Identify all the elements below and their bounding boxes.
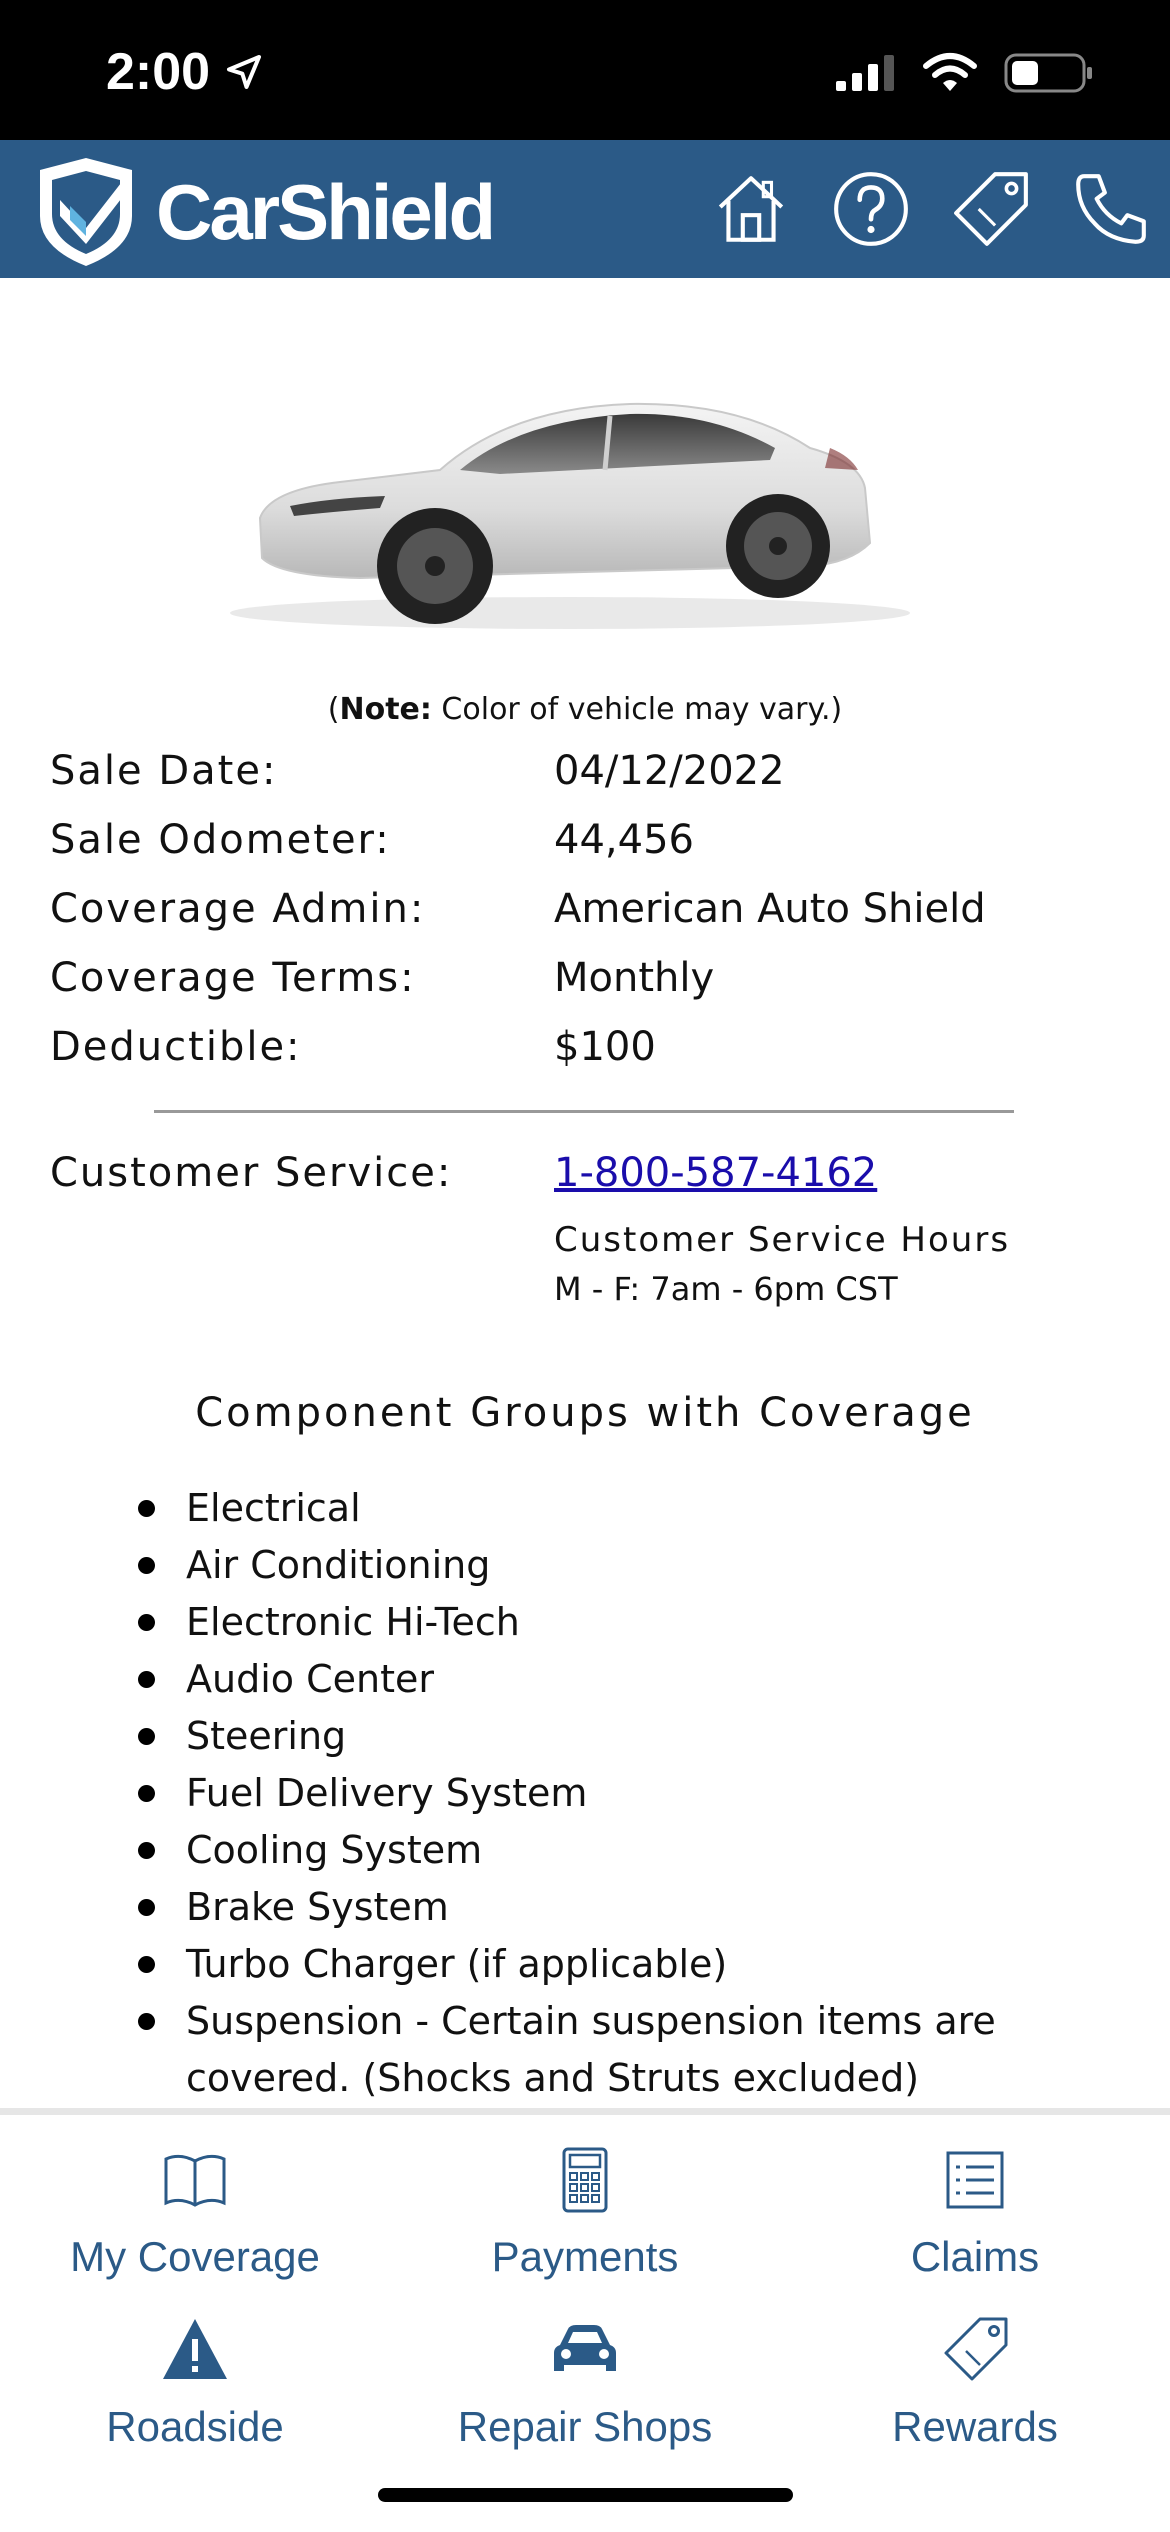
tag-icon (940, 2315, 1010, 2385)
status-bar (0, 0, 1170, 140)
detail-label: Deductible: (50, 1024, 302, 1070)
nav-label: Repair Shops (457, 2403, 713, 2450)
vehicle-image (210, 378, 920, 638)
vehicle-color-note (0, 692, 1170, 727)
list-item: Audio Center (186, 1651, 1046, 1708)
app-header (0, 140, 1170, 278)
shield-logo-icon (30, 156, 142, 268)
list-item: Turbo Charger (if applicable) (186, 1936, 1046, 1993)
list-item: Air Conditioning (186, 1537, 1046, 1594)
nav-label: Roadside (106, 2403, 284, 2450)
component-groups-list (186, 1480, 1046, 2107)
home-indicator[interactable] (378, 2488, 793, 2502)
section-divider (154, 1110, 1014, 1113)
detail-label: Coverage Admin: (50, 886, 426, 932)
detail-value: 04/12/2022 (554, 748, 785, 794)
note-bold: Note: (339, 692, 432, 727)
list-item: Cooling System (186, 1822, 1046, 1879)
wifi-icon (922, 52, 978, 94)
list-item: Fuel Delivery System (186, 1765, 1046, 1822)
status-time: 2:00 (106, 43, 211, 101)
list-icon (940, 2145, 1010, 2215)
status-indicators (834, 52, 1094, 94)
list-item: Electrical (186, 1480, 1046, 1537)
customer-service-hours: M - F: 7am - 6pm CST (554, 1270, 898, 1308)
rewards-tag-icon[interactable] (950, 168, 1032, 250)
car-icon (550, 2315, 620, 2385)
detail-label: Coverage Terms: (50, 955, 416, 1001)
nav-my-coverage[interactable] (0, 2145, 390, 2281)
status-time-group (106, 42, 264, 102)
nav-label: Rewards (892, 2403, 1058, 2450)
header-actions (710, 168, 1152, 250)
carshield-logo[interactable] (30, 156, 493, 268)
phone-icon[interactable] (1070, 168, 1152, 250)
detail-label: Sale Odometer: (50, 817, 391, 863)
nav-label: Claims (910, 2233, 1040, 2280)
list-item: Electronic Hi-Tech (186, 1594, 1046, 1651)
customer-service-phone-link[interactable]: 1-800-587-4162 (554, 1150, 878, 1196)
location-arrow-icon (224, 52, 264, 92)
customer-service-label: Customer Service: (50, 1150, 453, 1196)
bottom-navigation (0, 2108, 1170, 2532)
detail-value: American Auto Shield (554, 886, 986, 932)
warning-icon (160, 2315, 230, 2385)
nav-repair-shops[interactable] (390, 2315, 780, 2451)
list-item: Suspension - Certain suspension items are covered. (Shocks and Struts excluded) (186, 1993, 1046, 2107)
nav-label: Payments (491, 2233, 679, 2280)
nav-rewards[interactable] (780, 2315, 1170, 2451)
book-icon (160, 2145, 230, 2215)
cellular-signal-icon (834, 53, 896, 93)
note-text: Color of vehicle may vary.) (431, 692, 843, 727)
battery-icon (1004, 52, 1094, 94)
nav-payments[interactable] (390, 2145, 780, 2281)
detail-label: Sale Date: (50, 748, 278, 794)
calculator-icon (550, 2145, 620, 2215)
nav-label: My Coverage (70, 2233, 320, 2280)
detail-value: 44,456 (554, 817, 694, 863)
list-item: Steering (186, 1708, 1046, 1765)
help-icon[interactable] (830, 168, 912, 250)
detail-value: Monthly (554, 955, 715, 1001)
nav-roadside[interactable] (0, 2315, 390, 2451)
brand-name: CarShield (156, 167, 494, 256)
note-prefix: ( (327, 692, 340, 727)
nav-claims[interactable] (780, 2145, 1170, 2281)
detail-value: $100 (554, 1024, 656, 1070)
home-icon[interactable] (710, 168, 792, 250)
list-item: Brake System (186, 1879, 1046, 1936)
component-groups-title: Component Groups with Coverage (195, 1390, 975, 1436)
customer-service-hours-title: Customer Service Hours (554, 1220, 1011, 1260)
